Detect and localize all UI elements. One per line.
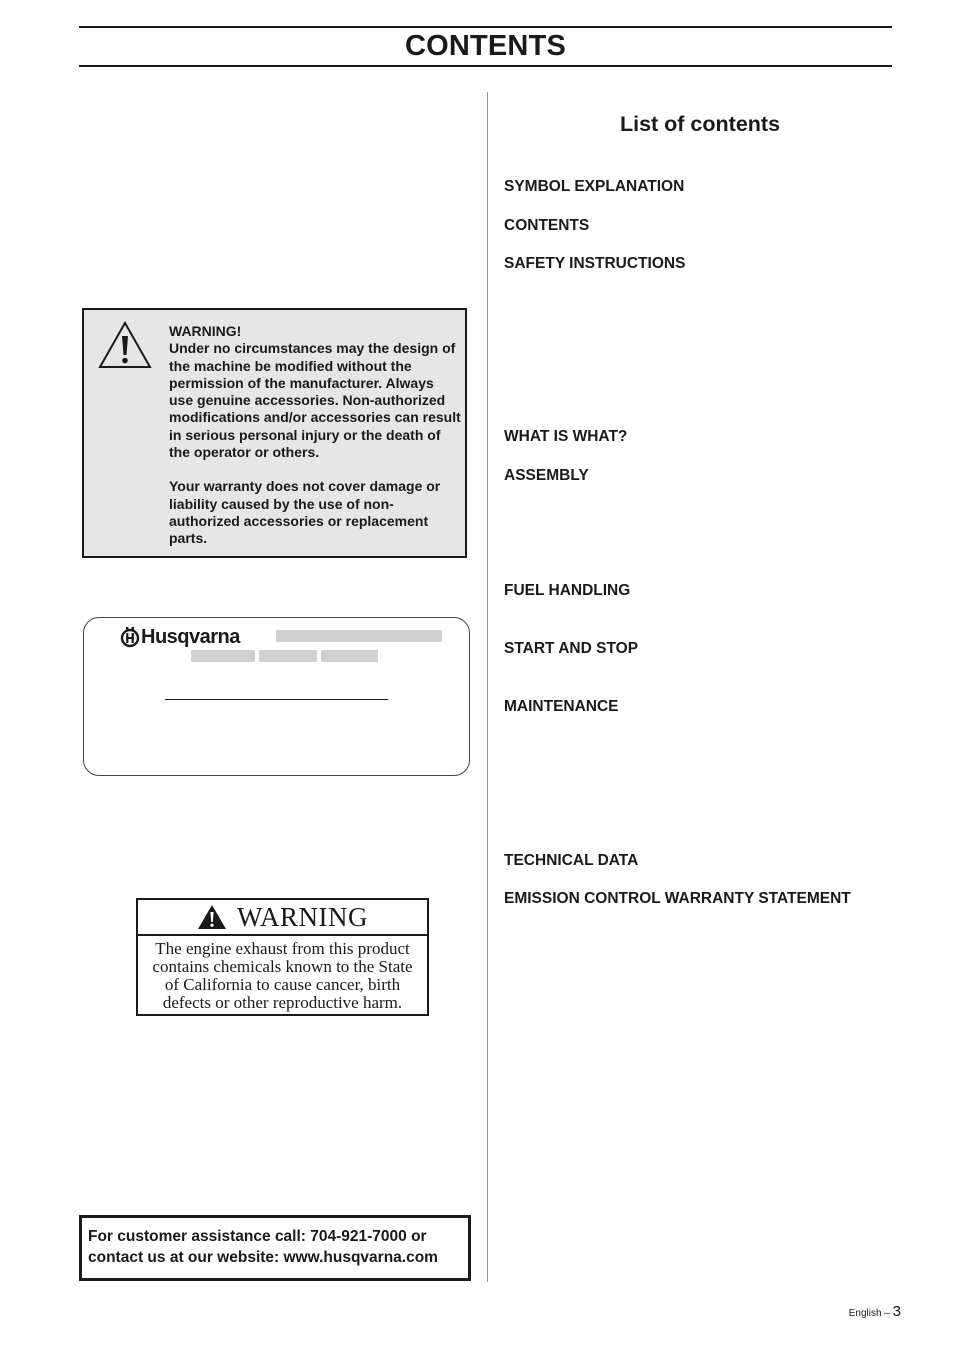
toc-item-assembly[interactable]: ASSEMBLY [504,467,589,484]
warning-text [169,323,461,565]
warranty-paragraph: Your warranty does not cover damage or liability caused by the use of non-authorized accessories or replacement parts. [169,478,441,547]
page-footer [849,1303,901,1320]
warning-triangle-icon [197,904,227,930]
label-bar [321,650,378,662]
label-bar [191,650,255,662]
california-warning [136,898,429,1016]
page-number: 3 [892,1303,901,1320]
california-warning-heading: WARNING [237,901,368,932]
label-rule [165,699,388,700]
toc-title: List of contents [619,112,781,136]
toc-item-safety-instructions[interactable]: SAFETY INSTRUCTIONS [504,255,686,272]
product-label [83,617,470,776]
warning-title: WARNING! [169,323,242,339]
column-divider [487,92,488,1282]
brand-logo [120,625,240,649]
warning-triangle-icon [98,321,152,369]
toc-item-contents[interactable]: CONTENTS [504,217,590,234]
toc-item-start-and-stop[interactable]: START AND STOP [504,640,639,657]
warning-box [82,308,467,558]
toc-item-what-is-what[interactable]: WHAT IS WHAT? [504,428,628,445]
warning-paragraph: Under no circumstances may the design of the machine be modified without the permission of the manufacturer. Always use genuine accessories. Non-authorized modifications and/or accessories can result in serious personal injury or the death of the operator or others. [169,340,461,461]
toc-item-symbol-explanation[interactable]: SYMBOL EXPLANATION [504,178,685,195]
page-title: CONTENTS [404,30,567,62]
label-bar [259,650,317,662]
toc-item-emission-control-warranty[interactable]: EMISSION CONTROL WARRANTY STATEMENT [504,890,851,907]
footer-language: English – [848,1308,890,1319]
page-header [79,26,892,67]
toc-item-fuel-handling[interactable]: FUEL HANDLING [504,582,631,599]
brand-name: Husqvarna [141,625,240,648]
label-bar [276,630,442,642]
husqvarna-logo-icon [120,626,140,648]
customer-assistance-box [79,1215,471,1281]
customer-assistance-line: For customer assistance call: 704-921-7000 or [88,1228,427,1245]
toc-item-maintenance[interactable]: MAINTENANCE [504,698,619,715]
customer-assistance-line: contact us at our website: www.husqvarna.com [88,1249,438,1266]
california-warning-header [138,900,427,936]
california-warning-body: The engine exhaust from this product contains chemicals known to the State of California to cause cancer, birth defects or other reproductive harm. [152,939,413,1012]
toc-item-technical-data[interactable]: TECHNICAL DATA [504,852,639,869]
